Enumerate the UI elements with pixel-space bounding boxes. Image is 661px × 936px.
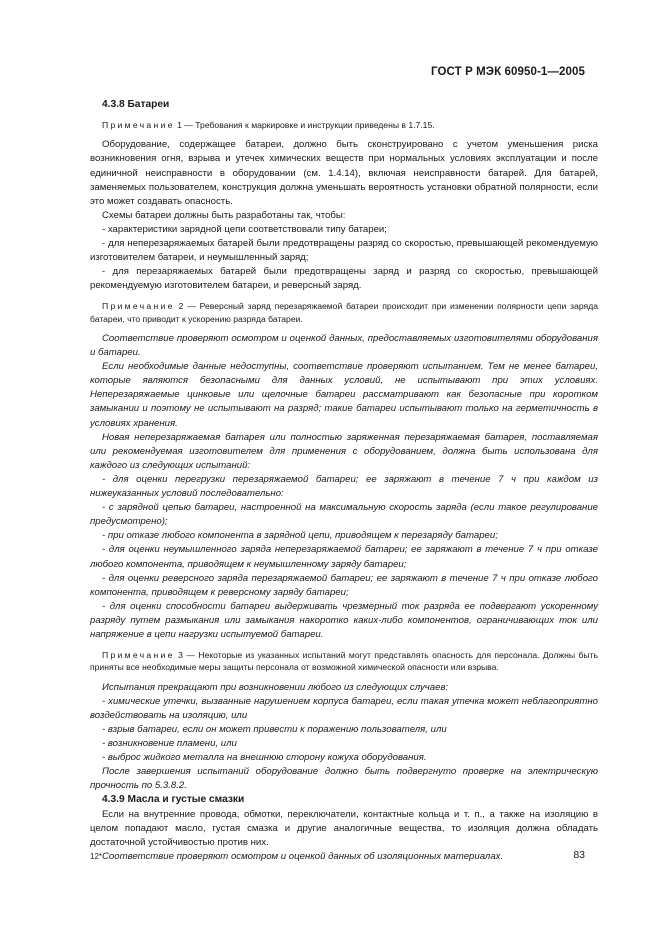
standard-header: ГОСТ Р МЭК 60950-1—2005 bbox=[431, 66, 585, 78]
paragraph: Соответствие проверяют осмотром и оценкой данных об изоляционных материалах. bbox=[102, 850, 504, 862]
list-item: - химические утечки, вызванные нарушением корпуса батареи, если такая утечка может неблагоприятно воздействовать на изоляцию, или bbox=[90, 695, 598, 721]
list-item: - для оценки реверсного заряда перезаряжаемой батареи; ее заряжают в течение 7 ч при отказе любого компонента, приводящем к реверсному заряду батареи; bbox=[90, 572, 598, 598]
list-item: - при отказе любого компонента в зарядной цепи, приводящем к перезаряду батареи; bbox=[102, 530, 498, 542]
list-item: - взрыв батареи, если он может привести к поражению пользователя, или bbox=[102, 723, 447, 735]
note-1-text: 1 — Требования к маркировке и инструкции приведены в 1.7.15. bbox=[174, 120, 435, 131]
list-item: - для перезаряжаемых батарей были предотвращены заряд и разряд со скоростью, превышающей рекомендуемую изготовителем батареи, и реверсный заряд. bbox=[90, 266, 598, 292]
list-item: - для неперезаряжаемых батарей были предотвращены разряд со скоростью, превышающей рекомендуемую изготовителем батареи, и неумышленный заряд; bbox=[90, 238, 598, 264]
paragraph: После завершения испытаний оборудование должно быть подвергнуто проверке на электрическую прочность по 5.3.8.2. bbox=[90, 766, 598, 792]
sheet-mark: 12* bbox=[90, 852, 103, 861]
paragraph: Если необходимые данные недоступны, соответствие проверяют испытанием. Тем не менее батареи, которые являются безопасными для данных условий, не испытывают при этих условиях. Неперезаряжаемые цинковые или щелочные батареи рассматривают как безопасные при коротком замыкании и поэтому не испытывают на разряд; такие батареи испытывают только на герметичность в условиях хранения. bbox=[90, 361, 598, 429]
note-2 bbox=[90, 300, 598, 325]
page-content bbox=[90, 98, 598, 864]
note-1 bbox=[90, 119, 598, 131]
list-item: - для оценки способности батареи выдерживать чрезмерный ток разряда ее подвергают ускоренному разряду путем размыкания или замыкания накоротко каких-либо компонентов, ограничивающих ток или напряжение в цепи нагрузки испытуемой батареи. bbox=[90, 600, 598, 640]
section-heading-4-3-8: 4.3.8 Батареи bbox=[102, 99, 170, 110]
note-3-label: Примечание bbox=[102, 650, 175, 661]
page-number: 83 bbox=[573, 849, 585, 861]
list-item: - характеристики зарядной цепи соответствовали типу батареи; bbox=[102, 223, 387, 235]
note-1-label: Примечание bbox=[102, 120, 175, 131]
paragraph: Если на внутренние провода, обмотки, переключатели, контактные кольца и т. п., а также на изоляцию в целом попадают масло, густая смазка и другие аналогичные вещества, то изоляция должна обладать достаточной устойчивостью против них. bbox=[90, 808, 598, 848]
note-3-text: 3 — Некоторые из указанных испытаний могут представлять опасность для персонала. Должны быть приняты все необходимые меры защиты персонала от возможной химической опасности или взрыва. bbox=[90, 650, 598, 673]
paragraph: Схемы батареи должны быть разработаны так, чтобы: bbox=[102, 209, 346, 221]
section-heading-4-3-9: 4.3.9 Масла и густые смазки bbox=[102, 794, 245, 806]
paragraph: Соответствие проверяют осмотром и оценкой данных, предоставляемых изготовителями оборудования и батареи. bbox=[90, 333, 598, 359]
note-2-text: 2 — Реверсный заряд перезаряжаемой батареи происходит при изменении полярности цепи заряда батареи, что приводит к ускорению разряда батареи. bbox=[90, 301, 598, 324]
list-item: - выброс жидкого металла на внешнюю сторону кожуха оборудования. bbox=[102, 752, 427, 764]
paragraph: Оборудование, содержащее батареи, должно быть сконструировано с учетом уменьшения риска возникновения огня, взрыва и утечек химических веществ при нормальных условиях эксплуатации и после единичной неисправности в оборудовании (см. 1.4.14), включая неисправности батарей. Для батарей, заменяемых пользователем, конструкция должна уменьшать вероятность установки обратной полярности, если это может создавать опасность. bbox=[90, 139, 598, 207]
note-2-label: Примечание bbox=[102, 301, 175, 312]
paragraph: Новая неперезаряжаемая батарея или полностью заряженная перезаряжаемая батарея, поставляемая или рекомендуемая изготовителем для применения с оборудованием, должна быть использована для каждого из следующих испытаний: bbox=[90, 431, 598, 471]
list-item: - возникновение пламени, или bbox=[102, 738, 237, 750]
list-item: - для оценки неумышленного заряда неперезаряжаемой батареи; ее заряжают в течение 7 ч при отказе любого компонента, приводящем к неумышленному заряду батареи; bbox=[90, 544, 598, 570]
paragraph: Испытания прекращают при возникновении любого из следующих случаев: bbox=[102, 681, 449, 693]
list-item: - для оценки перегрузки перезаряжаемой батареи; ее заряжают в течение 7 ч при каждом из нижеуказанных условий последовательно: bbox=[90, 473, 598, 500]
note-3 bbox=[90, 649, 598, 674]
list-item: - с зарядной цепью батареи, настроенной на максимальную скорость заряда (если такое регулирование предусмотрено); bbox=[90, 502, 598, 528]
